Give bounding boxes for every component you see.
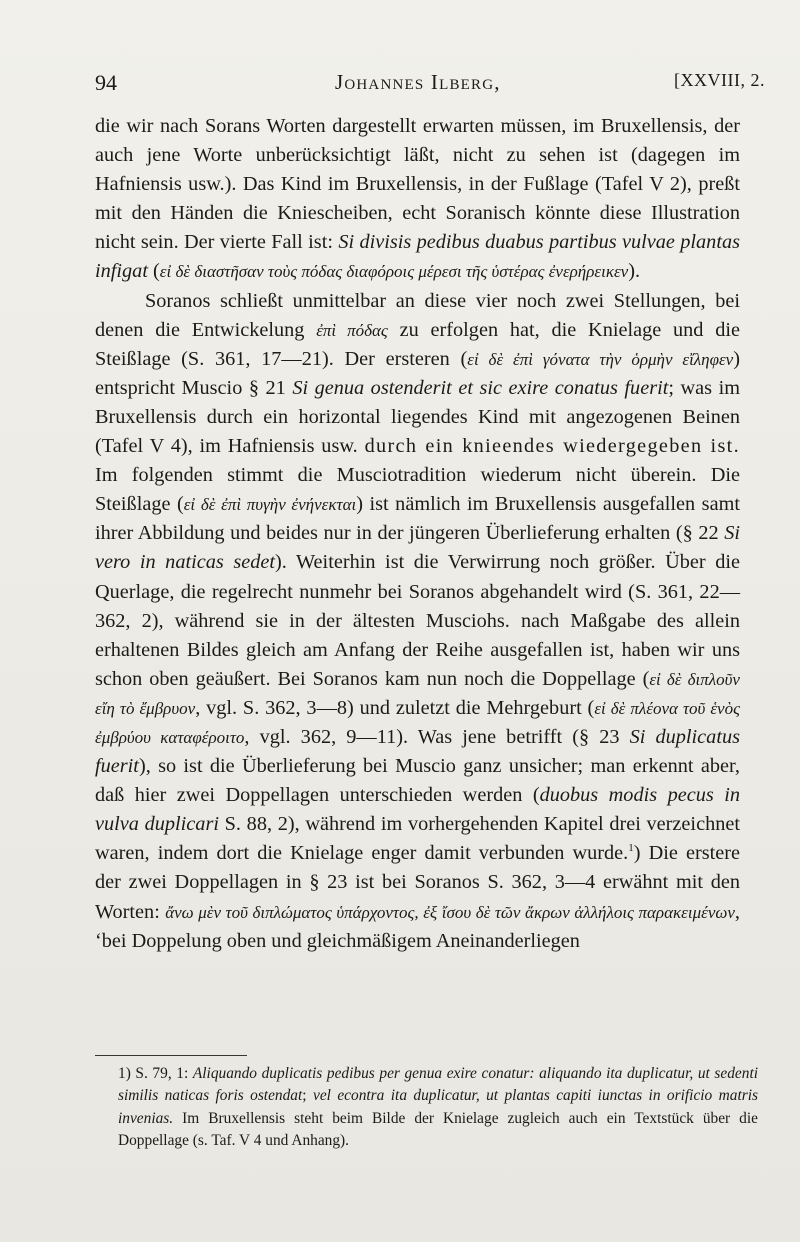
text-run: ) Die erstere der zwei Doppellagen in § 23 ist bei Soranos S. 362, 3—4 erwähnt mit den Worten: [95, 842, 741, 923]
greek-quote: ἐπὶ πόδας [316, 320, 388, 340]
footnote [118, 1063, 758, 1153]
text-run: die wir nach Sorans Worten dargestellt erwarten müssen, im Bruxellensis, der auch jene Worte unberücksichtigt läßt, nicht zu sehen ist (dagegen im Hafniensis usw.). Das Kind im Bruxellensis, in der Fußlage (Tafel V 2), preßt mit den Händen die Kniescheiben, echt Soranisch könnte diese Illustration nicht sein. Der vierte Fall ist: [95, 115, 740, 254]
section-marker: [XXVIII, 2. [674, 70, 765, 90]
greek-quote: εἰ δὲ πλέονα τοῦ ἑνὸς ἐμβρύου καταφέροιτο [95, 698, 740, 747]
text-run: S. 88, 2), während im vorhergehenden Kapitel drei verzeichnet waren, indem dort die Knielage enger damit verbunden wurde. [95, 813, 740, 865]
paragraph-1 [95, 112, 740, 287]
text-run: , vgl. 362, 9—11). Was jene betrifft (§ 23 [244, 725, 630, 748]
greek-quote: εἰ δὲ διπλοῦν εἴη τὸ ἔμβρυον [95, 669, 740, 718]
text-run: Im Bruxellensis steht beim Bilde der Knielage zugleich auch ein Textstück über die Doppellage (s. Taf. V 4 und Anhang). [118, 1109, 758, 1150]
text-run: ; [302, 1087, 313, 1105]
latin-quote: Si duplicatus fuerit [95, 725, 740, 778]
greek-quote: εἰ δὲ διαστῆσαν τοὺς πόδας διαφόροις μέρεσι τῆς ὑστέρας ἐνερήρεικεν [159, 262, 629, 282]
text-run: durch ein knieendes wiedergegeben ist. [364, 435, 740, 458]
greek-quote: ἄνω μὲν τοῦ διπλώματος ὑπάρχοντος, ἐξ ἴσου δὲ τῶν ἄκρων ἀλλήλοις παρακειμένων [165, 902, 735, 922]
text-run: ) entspricht Muscio § 21 [95, 347, 740, 399]
text-run: Soranos schließt unmittelbar an diese vier noch zwei Stellungen, bei denen die Entwickelung [95, 289, 740, 341]
footnote-rule [95, 1055, 247, 1056]
running-title: Johannes Ilberg, [335, 70, 501, 94]
running-header [95, 70, 765, 104]
footnote-mark: 1) S. 79, 1: [118, 1065, 193, 1082]
latin-quote: Aliquando duplicatis pedibus per genua exire conatur: aliquando ita duplicatur, ut sedenti similis naticas foris ostendat [118, 1065, 759, 1105]
text-run: ) ist nämlich im Bruxellensis ausgefallen samt ihrer Abbildung und beides nur in der jüngeren Überlieferung erhalten (§ 22 [95, 493, 740, 545]
text-run: zu erfolgen hat, die Knielage und die Steißlage (S. 361, 17—21). Der ersteren ( [95, 318, 740, 370]
page-number: 94 [95, 70, 117, 95]
latin-quote: Si vero in naticas sedet [95, 522, 740, 574]
text-run: ( [147, 260, 160, 283]
latin-quote: Si divisis pedibus duabus partibus vulvae plantas infigat [95, 231, 740, 283]
latin-quote: vel econtra ita duplicatur, ut plantas capiti iunctas in orificio matris invenias. [118, 1087, 759, 1127]
text-run: Im folgenden stimmt die Musciotradition wiederum nicht überein. Die Steißlage ( [95, 464, 740, 516]
main-text [95, 112, 740, 956]
greek-quote: εἰ δὲ ἐπὶ πυγὴν ἐνήνεκται [183, 495, 357, 515]
greek-quote: εἰ δὲ ἐπὶ γόνατα τὴν ὁρμὴν εἴληφεν [467, 349, 734, 369]
footnote-ref[interactable]: 1 [628, 842, 634, 855]
text-run: ). Weiterhin ist die Verwirrung noch größer. Über die Querlage, die regelrecht nunmehr bei Soranos abgehandelt wird (S. 361, 22—362, 2), während sie in der ältesten Musciohs. nach Maßgabe des allein erhaltenen Bildes gleich am Anfang der Reihe ausgefallen ist, haben wir uns schon oben geäußert. Bei Soranos kam nun noch die Doppellage ( [95, 551, 741, 690]
text-run: ). [628, 260, 641, 283]
text-run: ; was im Bruxellensis durch ein horizontal liegendes Kind mit angezogenen Beinen (Tafel V 4), im Hafniensis usw. [95, 376, 740, 458]
latin-quote: duobus modis pecus in vulva duplicari [95, 784, 740, 836]
text-run: ), so ist die Überlieferung bei Muscio ganz unsicher; man erkennt aber, daß hier zwei Doppellagen unterschieden werden ( [95, 755, 740, 807]
text-run: , vgl. S. 362, 3—8) und zuletzt die Mehrgeburt ( [195, 696, 595, 719]
paragraph-2 [95, 287, 740, 956]
latin-quote: Si genua ostenderit et sic exire conatus fuerit [292, 376, 669, 399]
text-run: , ‘bei Doppelung oben und gleichmäßigem Aneinanderliegen [95, 900, 740, 952]
